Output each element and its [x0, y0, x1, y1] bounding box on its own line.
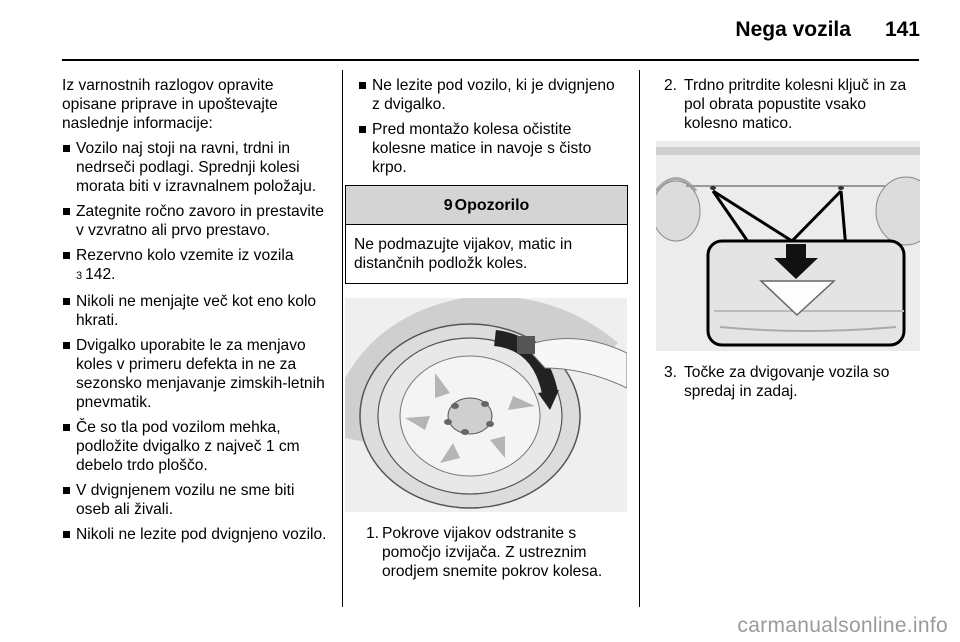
step-number: 1.: [366, 525, 380, 542]
header-rule: [62, 59, 919, 61]
bullet-item: Nikoli ne lezite pod dvignjeno vozilo.: [62, 525, 332, 544]
page-reference: 142.: [85, 266, 116, 283]
warning-header: [346, 186, 627, 225]
page-header: [735, 18, 920, 42]
step-text: Točke za dvigovanje vozila so spredaj in zadaj.: [684, 364, 890, 400]
warning-icon: 9: [443, 196, 453, 214]
step-item: [664, 76, 918, 133]
intro-text: Iz varnostnih razlogov opravite opisane priprave in upoštevajte naslednje informacije:: [62, 77, 278, 132]
bullet-item: Nikoli ne menjajte več kot eno kolo hkrati.: [62, 292, 332, 330]
bullet-item: Če so tla pod vozilom mehka, podložite dvigalko z največ 1 cm debelo trdo ploščo.: [62, 418, 332, 475]
column-divider-1: [342, 70, 343, 607]
step-item: [358, 524, 626, 581]
watermark: carmanualsonline.info: [737, 614, 948, 637]
bullet-item: Ne lezite pod vozilo, ki je dvignjeno z dvigalko.: [358, 76, 626, 114]
step-number: 2.: [664, 77, 678, 94]
page-number: 141: [884, 18, 920, 41]
column-3: [664, 76, 918, 407]
step-number: 3.: [664, 364, 678, 381]
page-reference-icon: 3: [76, 270, 83, 282]
section-title: Nega vozila: [735, 18, 851, 41]
step-text: Pokrove vijakov odstranite s pomočjo izvijača. Z ustreznim orodjem snemite pokrov kolesa.: [382, 525, 603, 580]
bullet-item: [62, 246, 332, 286]
jacking-point-illustration: [656, 141, 920, 351]
bullet-item: Vozilo naj stoji na ravni, trdni in nedrseči podlagi. Sprednji kolesi morata biti v izravnalnem položaju.: [62, 139, 332, 196]
bullet-item: Zategnite ročno zavoro in prestavite v vzvratno ali prvo prestavo.: [62, 202, 332, 240]
warning-title: Opozorilo: [454, 196, 530, 214]
step-text: Trdno pritrdite kolesni ključ in za pol obrata popustite vsako kolesno matico.: [684, 77, 907, 132]
column-2: [354, 76, 626, 587]
bullet-item: Pred montažo kolesa očistite kolesne matice in navoje s čisto krpo.: [358, 120, 626, 177]
bullet-item: Dvigalko uporabite le za menjavo koles v primeru defekta in ne za sezonsko menjavanje zimskih-letnih pnevmatik.: [62, 336, 332, 412]
bullet-item: V dvignjenem vozilu ne sme biti oseb ali živali.: [62, 481, 332, 519]
bullet-text: Rezervno kolo vzemite iz vozila: [76, 247, 294, 264]
wheel-cover-illustration: [345, 298, 627, 512]
step-item: [664, 363, 918, 401]
column-1: [62, 76, 332, 550]
column-divider-2: [639, 70, 640, 607]
warning-text: Ne podmazujte vijakov, matic in distančnih podložk koles.: [354, 236, 573, 272]
warning-box: [345, 185, 628, 284]
